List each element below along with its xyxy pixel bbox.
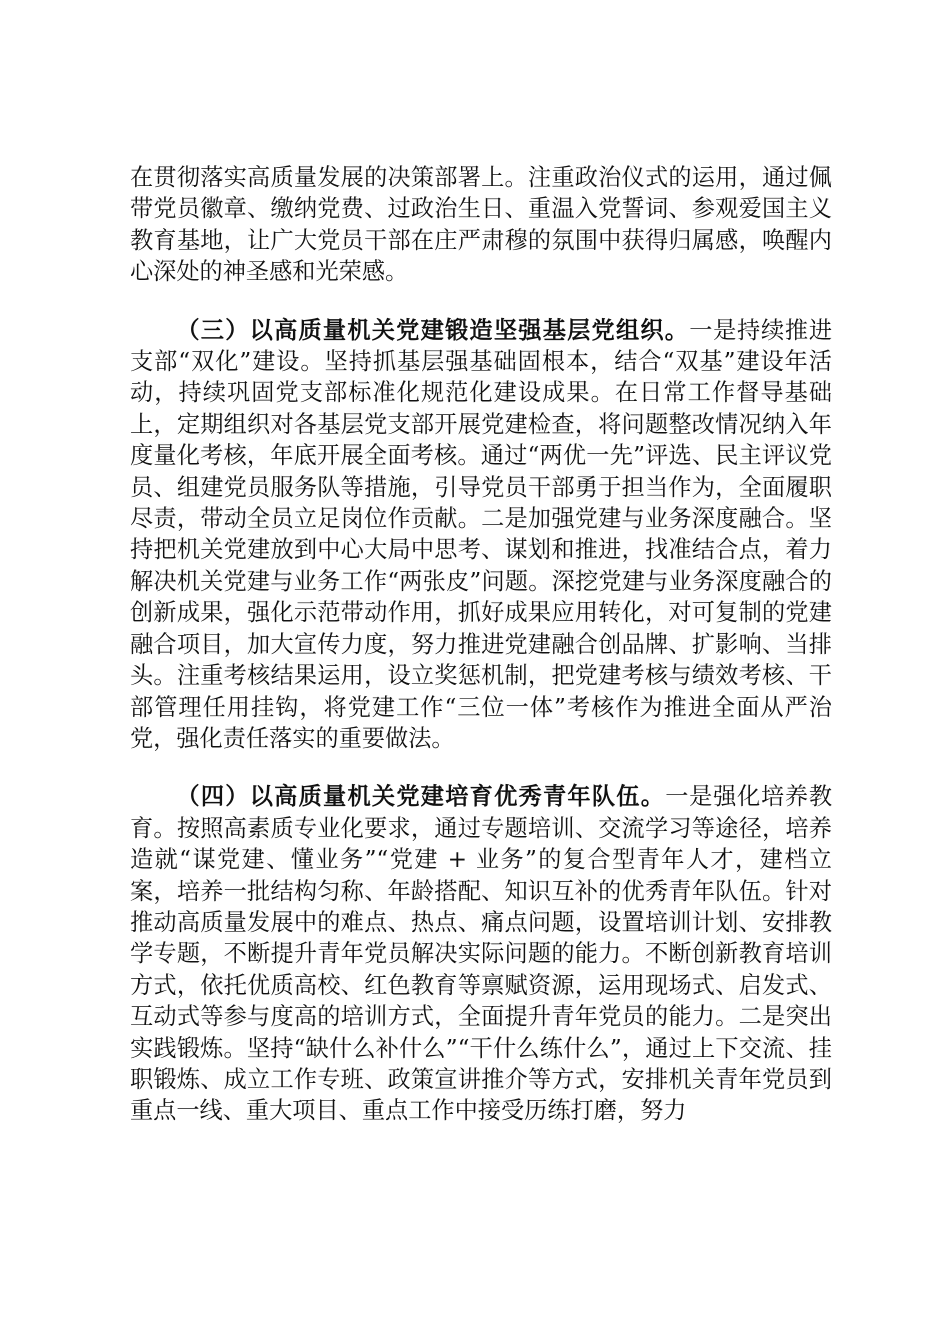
section-heading: （四）以高质量机关党建培育优秀青年队伍。 [176,783,666,811]
paragraph-section-3 [130,315,832,755]
document-page [130,162,832,1127]
paragraph-text: 一是强化培养教育。按照高素质专业化要求，通过专题培训、交流学习等途径，培养造就“谋党建、懂业务”“党建 + 业务”的复合型青年人才，建档立案，培养一批结构匀称、年龄搭配、知识互补的优秀青年队伍。针对推动高质量发展中的难点、热点、痛点问题，设置培训计划、安排教学专题，不断提升青年党员解决实际问题的能力。不断创新教育培训方式，依托优质高校、红色教育等禀赋资源，运用现场式、启发式、互动式等参与度高的培训方式，全面提升青年党员的能力。二是突出实践锻炼。坚持“缺什么补什么”“干什么练什么”，通过上下交流、挂职锻炼、成立工作专班、政策宣讲推介等方式，安排机关青年党员到重点一线、重大项目、重点工作中接受历练打磨，努力 [130,783,833,1125]
paragraph-continuation [130,162,832,288]
paragraph-text: 在贯彻落实高质量发展的决策部署上。注重政治仪式的运用，通过佩带党员徽章、缴纳党费、过政治生日、重温入党誓词、参观爱国主义教育基地，让广大党员干部在庄严肃穆的氛围中获得归属感，唤醒内心深处的神圣感和光荣感。 [130,164,832,286]
paragraph-section-4 [130,781,832,1126]
paragraph-text: 一是持续推进支部“双化”建设。坚持抓基层强基础固根本，结合“双基”建设年活动，持续巩固党支部标准化规范化建设成果。在日常工作督导基础上，定期组织对各基层党支部开展党建检查，将问题整改情况纳入年度量化考核，年底开展全面考核。通过“两优一先”评选、民主评议党员、组建党员服务队等措施，引导党员干部勇于担当作为，全面履职尽责，带动全员立足岗位作贡献。二是加强党建与业务深度融合。坚持把机关党建放到中心大局中思考、谋划和推进，找准结合点，着力解决机关党建与业务工作“两张皮”问题。深挖党建与业务深度融合的创新成果，强化示范带动作用，抓好成果应用转化，对可复制的党建融合项目，加大宣传力度，努力推进党建融合创品牌、扩影响、当排头。注重考核结果运用，设立奖惩机制，把党建考核与绩效考核、干部管理任用挂钩，将党建工作“三位一体”考核作为推进全面从严治党，强化责任落实的重要做法。 [130,316,833,752]
section-heading: （三）以高质量机关党建锻造坚强基层党组织。 [176,316,690,344]
